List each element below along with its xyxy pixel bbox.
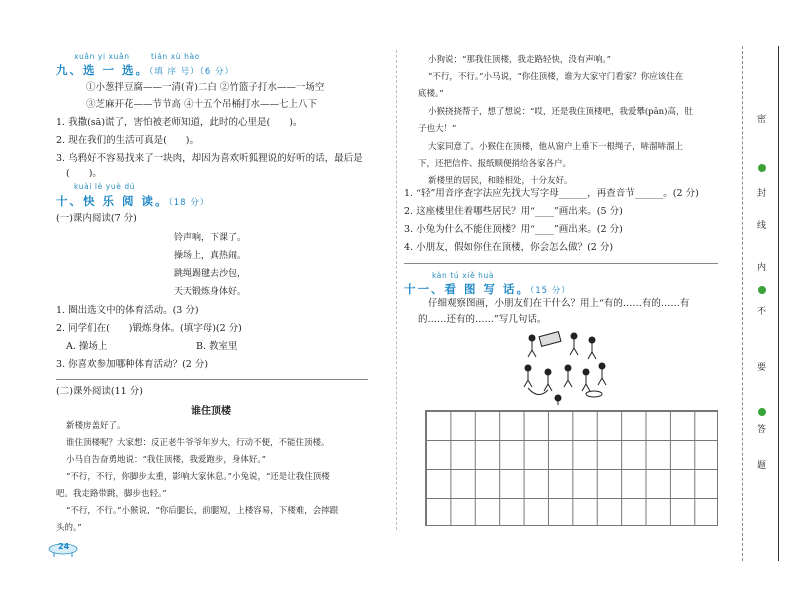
s9-options-row1: ①小葱拌豆腐——一清(青)二白 ②竹篮子打水——一场空 bbox=[86, 82, 325, 93]
poem-line-2: 操场上，真热闹。 bbox=[174, 251, 247, 261]
right-question-3: 3. 小兔为什么不能住顶楼？用“____”画出来。(2 分) bbox=[404, 224, 623, 235]
s10-pinyin: kuài lè yuè dú bbox=[74, 182, 136, 191]
column-divider bbox=[396, 50, 397, 530]
section-9-title bbox=[56, 62, 234, 78]
writing-grid[interactable] bbox=[425, 410, 718, 526]
s9-question-3a: 3. 乌鸦好不容易找来了一块肉，却因为喜欢听狐狸说的好听的话，最后是 bbox=[56, 153, 363, 164]
s9-options-row2: ③芝麻开花——节节高 ④十五个吊桶打水——七上八下 bbox=[86, 99, 318, 110]
s10-question-1: 1. 圈出选文中的体育活动。(3 分) bbox=[56, 305, 199, 316]
s9-title: 九、选 一 选。 bbox=[56, 63, 150, 77]
side-char-7: 答 bbox=[757, 425, 767, 435]
right-question-2: 2. 这座楼里住着哪些居民？用“____”画出来。(5 分) bbox=[404, 206, 623, 217]
s9-hint-pinyin: tián xù hào bbox=[151, 52, 200, 61]
s11-score: （15 分） bbox=[530, 286, 571, 296]
side-char-5: 不 bbox=[757, 307, 767, 317]
seal-line-dashed bbox=[742, 46, 743, 561]
section-10-title bbox=[56, 193, 209, 209]
right-question-1: 1. “轻”用音序查字法应先找大写字母______，再查音节______。(2 分) bbox=[404, 188, 699, 199]
right-question-4: 4. 小朋友，假如你住在顶楼，你会怎么做？(2 分) bbox=[404, 242, 614, 253]
s9-question-3b: ( )。 bbox=[66, 168, 102, 179]
story-paragraph-5a: “不行，不行。”小猴说，“你后腿长，前腿短，上楼容易，下楼难，会摔跟 bbox=[66, 506, 339, 516]
story-paragraph-2: 谁住顶楼呢？大家想：反正老牛爷爷年岁大，行动不便，不能住顶楼。 bbox=[66, 438, 330, 448]
right-story-4a: 大家同意了。小猴住在顶楼，他从窗户上垂下一根绳子，哧溜哧溜上 bbox=[428, 142, 684, 152]
story-paragraph-5b: 头的。” bbox=[56, 523, 82, 533]
right-story-3b: 子也大！” bbox=[418, 124, 457, 134]
right-story-2b: 底楼。” bbox=[418, 89, 444, 99]
section-11-title bbox=[404, 281, 571, 297]
side-char-8: 题 bbox=[757, 461, 767, 471]
side-char-2: 封 bbox=[757, 189, 767, 199]
side-char-6: 要 bbox=[757, 363, 767, 373]
story-paragraph-4a: “不行，不行，你脚步太重，影响大家休息。”小兔说，“还是让我住顶楼 bbox=[66, 472, 330, 482]
poem-line-1: 铃声响，下课了。 bbox=[174, 233, 247, 243]
right-story-2a: “不行，不行。”小马说，“你住顶楼，谁为大家守门看家？你应该住在 bbox=[428, 72, 684, 82]
page-number: 24 bbox=[58, 542, 70, 551]
side-dot-2 bbox=[758, 286, 766, 294]
story-title: 谁住顶楼 bbox=[191, 406, 231, 417]
story-paragraph-1: 新楼房盖好了。 bbox=[66, 421, 126, 431]
s11-pinyin: kàn tú xiě huà bbox=[432, 271, 495, 280]
side-char-3: 线 bbox=[757, 221, 767, 231]
poem-line-4: 天天锻炼身体好。 bbox=[174, 287, 247, 297]
s9-question-2: 2. 现在我们的生活可真是( )。 bbox=[56, 135, 199, 146]
right-story-5: 新楼里的居民，和睦相处，十分友好。 bbox=[428, 176, 573, 186]
s11-title: 十一、看 图 写 话。 bbox=[404, 282, 531, 296]
story-paragraph-3: 小马自告奋勇地说：“我住顶楼，我爱跑步，身体好。” bbox=[66, 455, 266, 465]
story-paragraph-4b: 吧。我走路带跳，脚步也轻。” bbox=[56, 489, 167, 499]
s10-option-b: B. 教室里 bbox=[196, 341, 238, 352]
s11-prompt-2: 的……还有的……”写几句话。 bbox=[418, 314, 547, 325]
s10-question-3: 3. 你喜欢参加哪种体育活动？(2 分) bbox=[56, 359, 209, 370]
s10-part2-heading: (二)课外阅读(11 分) bbox=[56, 386, 143, 397]
side-dot-1 bbox=[758, 164, 766, 172]
s9-pinyin: xuǎn yi xuǎn bbox=[74, 52, 130, 61]
s10-option-a: A. 操场上 bbox=[66, 341, 108, 352]
right-story-4b: 下，还把信件、报纸顺便捎给各家各户。 bbox=[418, 159, 572, 169]
s10-title: 十、快 乐 阅 读。 bbox=[56, 194, 169, 208]
answer-line bbox=[56, 379, 368, 380]
s9-hint: （填 序 号）（6 分） bbox=[149, 67, 235, 77]
side-char-1: 密 bbox=[757, 115, 767, 125]
page-number-badge bbox=[48, 542, 78, 556]
children-playing-illustration bbox=[518, 328, 610, 406]
answer-line-right bbox=[404, 263, 718, 264]
s9-question-1: 1. 我撒(sā)谎了，害怕被老师知道，此时的心里是( )。 bbox=[56, 117, 303, 128]
s10-part1-heading: (一)课内阅读(7 分) bbox=[56, 213, 137, 224]
seal-line-solid bbox=[778, 46, 779, 561]
s11-prompt-1: 仔细观察图画，小朋友们在干什么？用上“有的……有的……有 bbox=[428, 298, 690, 309]
s10-score: （18 分） bbox=[168, 198, 210, 208]
s10-question-2: 2. 同学们在( )锻炼身体。(填字母)(2 分) bbox=[56, 323, 242, 334]
side-dot-3 bbox=[758, 408, 766, 416]
poem-line-3: 跳绳踢毽去沙包， bbox=[174, 269, 247, 279]
right-story-3a: 小猴挠挠帮子，想了想说：“哎，还是我住顶楼吧，我爱攀(pān)高，肚 bbox=[428, 107, 693, 117]
side-char-4: 内 bbox=[757, 263, 767, 273]
right-story-1: 小狗说：“那我住顶楼，我走路轻快，没有声响。” bbox=[428, 55, 611, 65]
